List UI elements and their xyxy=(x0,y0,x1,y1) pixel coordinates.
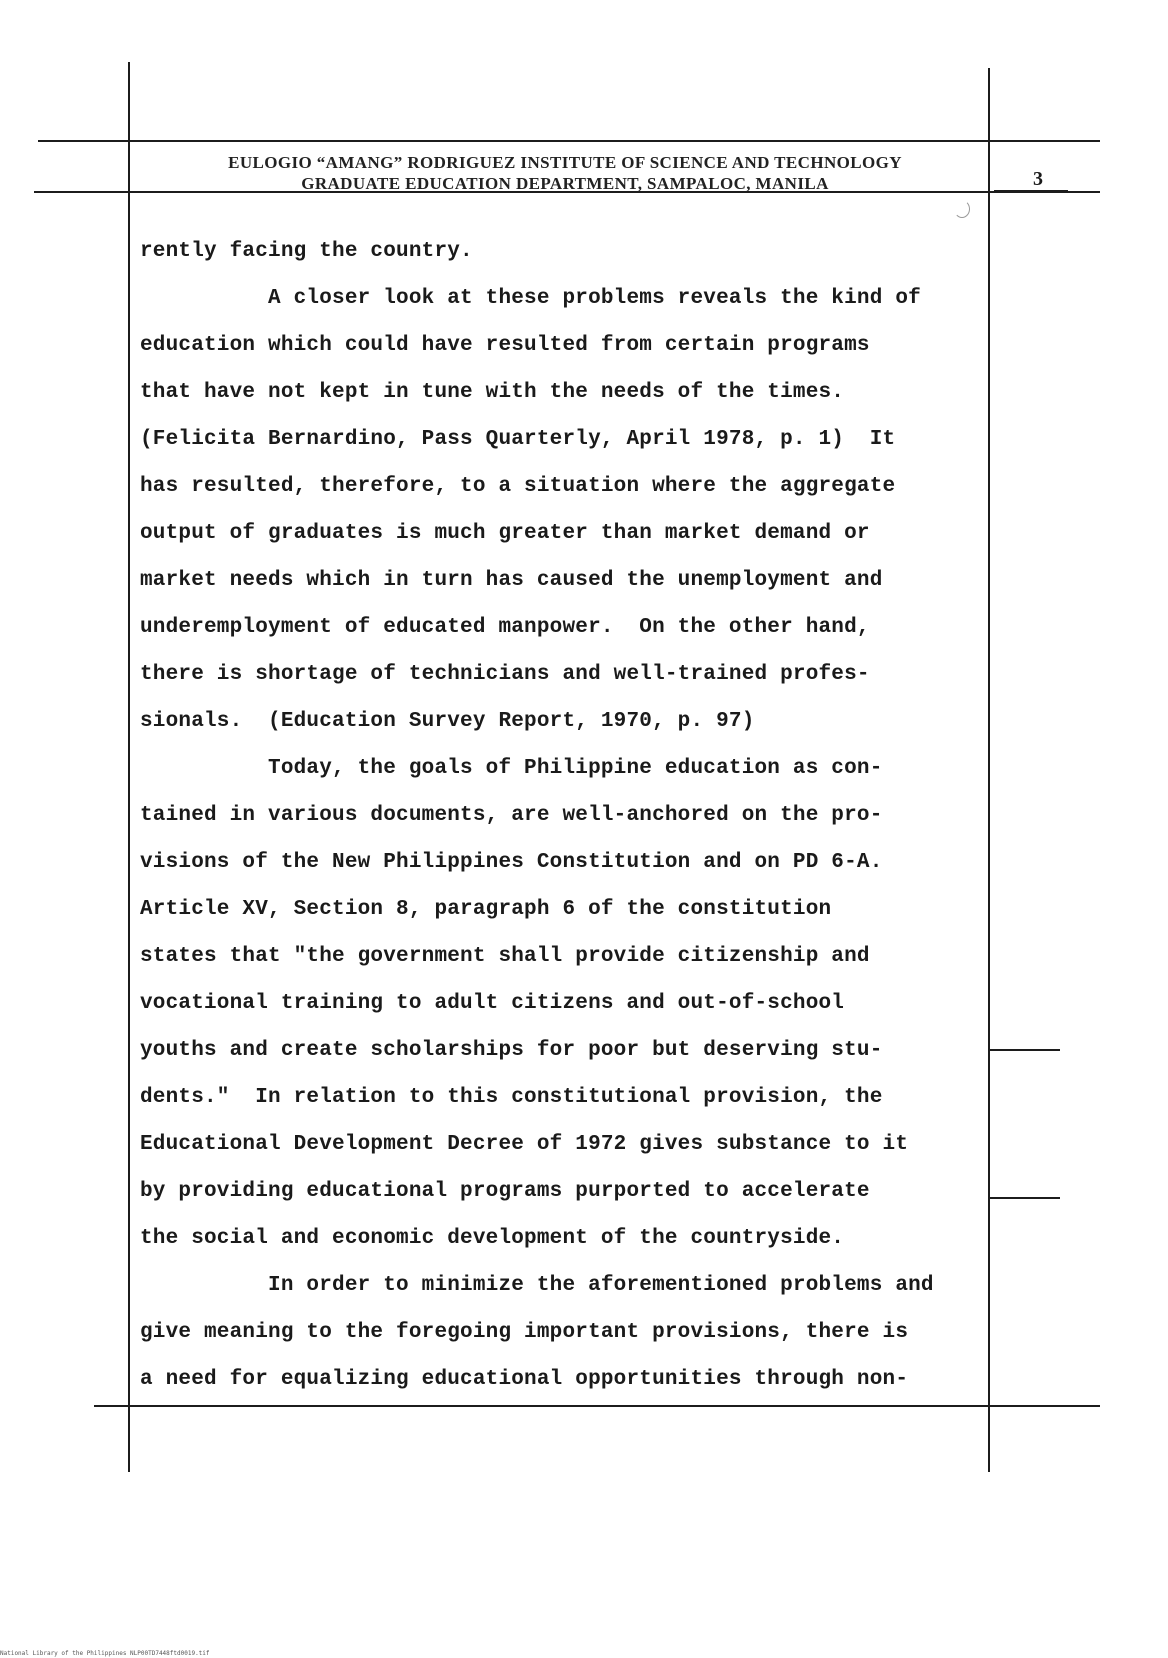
text-line: there is shortage of technicians and well-trained profes- xyxy=(140,663,870,686)
header-line-2: GRADUATE EDUCATION DEPARTMENT, SAMPALOC, MANILA xyxy=(301,174,829,193)
text-line: that have not kept in tune with the needs of the times. xyxy=(140,381,845,404)
text-line: visions of the New Philippines Constitution and on PD 6-A. xyxy=(140,851,883,874)
text-line: (Felicita Bernardino, Pass Quarterly, April 1978, p. 1) It xyxy=(140,428,896,451)
text-line: underemployment of educated manpower. On the other hand, xyxy=(140,616,870,639)
margin-tick-upper xyxy=(990,1049,1060,1051)
text-line: vocational training to adult citizens and out-of-school xyxy=(140,992,845,1015)
text-line: In order to minimize the aforementioned problems and xyxy=(140,1274,934,1297)
text-line: the social and economic development of the countryside. xyxy=(140,1227,845,1250)
footer-rule xyxy=(94,1405,1100,1407)
text-line: has resulted, therefore, to a situation where the aggregate xyxy=(140,475,896,498)
page-number-underline xyxy=(994,190,1068,192)
text-line: tained in various documents, are well-anchored on the pro- xyxy=(140,804,883,827)
scan-footer: National Library of the Philippines NLP00TD7448ftd0019.tif xyxy=(0,1650,210,1657)
text-line: rently facing the country. xyxy=(140,240,473,263)
header-top-rule xyxy=(38,140,1100,142)
text-line: a need for equalizing educational opportunities through non- xyxy=(140,1368,909,1391)
text-line: output of graduates is much greater than market demand or xyxy=(140,522,870,545)
text-line: youths and create scholarships for poor but deserving stu- xyxy=(140,1039,883,1062)
text-line: market needs which in turn has caused the unemployment and xyxy=(140,569,883,592)
text-line: education which could have resulted from certain programs xyxy=(140,334,870,357)
left-margin-rule xyxy=(128,62,130,1472)
text-line: Today, the goals of Philippine education as con- xyxy=(140,757,883,780)
text-line: Educational Development Decree of 1972 gives substance to it xyxy=(140,1133,909,1156)
text-line: Article XV, Section 8, paragraph 6 of the constitution xyxy=(140,898,832,921)
header-line-1: EULOGIO “AMANG” RODRIGUEZ INSTITUTE OF SCIENCE AND TECHNOLOGY xyxy=(228,153,902,172)
text-line: A closer look at these problems reveals the kind of xyxy=(140,287,921,310)
text-line: sionals. (Education Survey Report, 1970, p. 97) xyxy=(140,710,755,733)
margin-tick-lower xyxy=(990,1197,1060,1199)
handwritten-mark xyxy=(954,200,970,218)
text-line: give meaning to the foregoing important provisions, there is xyxy=(140,1321,909,1344)
page-number: 3 xyxy=(1033,168,1043,190)
institution-header xyxy=(130,152,1000,194)
text-line: states that "the government shall provide citizenship and xyxy=(140,945,870,968)
text-line: by providing educational programs purported to accelerate xyxy=(140,1180,870,1203)
text-line: dents." In relation to this constitutional provision, the xyxy=(140,1086,883,1109)
right-margin-rule xyxy=(988,68,990,1472)
